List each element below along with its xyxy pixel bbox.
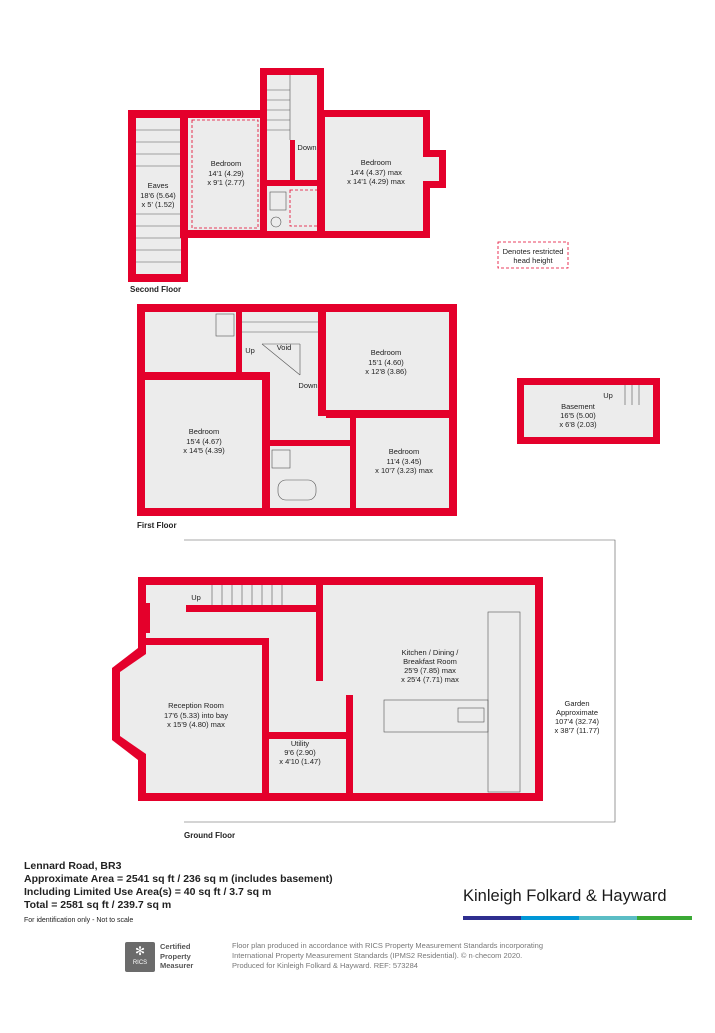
second-floor — [128, 68, 446, 294]
restricted-height-legend — [498, 242, 568, 268]
kitchen-label2: Breakfast Room — [403, 657, 457, 666]
ground-floor — [112, 540, 615, 840]
first-bedroom-b-label: Bedroom — [188, 427, 220, 436]
basement — [517, 378, 660, 444]
first-bedroom-b-dims: 15'4 (4.67) — [186, 437, 222, 446]
first-floor — [137, 304, 457, 530]
identification-note: For identification only - Not to scale — [24, 917, 134, 924]
eaves-label: Eaves — [147, 181, 169, 190]
first-up-label: Up — [245, 346, 255, 355]
first-bedroom-a-dims2: x 12'8 (3.86) — [365, 367, 407, 376]
ground-up-label: Up — [191, 593, 201, 602]
first-void-label: Void — [276, 343, 292, 352]
basement-dims2: x 6'8 (2.03) — [559, 420, 597, 429]
total-area: Total = 2581 sq ft / 239.7 sq m — [24, 899, 172, 911]
garden-dims: 107'4 (32.74) — [555, 717, 599, 726]
brand-bar-1 — [463, 916, 521, 920]
kitchen-label: Kitchen / Dining / — [401, 648, 459, 657]
second-bedroom1-label: Bedroom — [210, 159, 242, 168]
disclaimer: Floor plan produced in accordance with RICS Property Measurement Standards incorporating International Property Measurement Standards (IPMS2 Residential). © n·checom 2020. Produced for Kinleigh Folkard & Hayward. REF: 573284 — [232, 941, 543, 970]
kitchen-dims: 25'9 (7.85) max — [404, 666, 456, 675]
legend-line1: Denotes restricted — [502, 247, 564, 256]
basement-label: Basement — [561, 402, 595, 411]
garden-label: Garden — [564, 699, 590, 708]
ground-floor-title: Ground Floor — [184, 831, 236, 840]
brand-bar-2 — [521, 916, 579, 920]
rics-badge — [125, 942, 223, 972]
utility-dims: 9'6 (2.90) — [284, 748, 316, 757]
first-bedroom-c-dims2: x 10'7 (3.23) max — [375, 466, 433, 475]
rics-logo-icon: ✻ RICS — [125, 942, 155, 972]
first-floor-title: First Floor — [137, 521, 177, 530]
eaves-dims: 18'6 (5.64) — [140, 191, 176, 200]
reception-dims: 17'6 (5.33) into bay — [164, 711, 228, 720]
first-bedroom-b-dims2: x 14'5 (4.39) — [183, 446, 225, 455]
second-down-label: Down — [297, 143, 317, 152]
rics-certified-text: Certified Property Measurer — [160, 942, 194, 970]
basement-dims: 16'5 (5.00) — [560, 411, 596, 420]
second-floor-title: Second Floor — [130, 285, 182, 294]
second-bedroom1-dims2: x 9'1 (2.77) — [207, 178, 245, 187]
first-bedroom-c-dims: 11'4 (3.45) — [386, 457, 422, 466]
second-bedroom2-dims2: x 14'1 (4.29) max — [347, 177, 405, 186]
first-down-label: Down — [298, 381, 318, 390]
kitchen-dims2: x 25'4 (7.71) max — [401, 675, 459, 684]
second-bedroom1-dims: 14'1 (4.29) — [208, 169, 244, 178]
garden-label2: Approximate — [555, 708, 599, 717]
utility-label: Utility — [290, 739, 310, 748]
agent-logo: Kinleigh Folkard & Hayward — [463, 887, 667, 905]
first-bedroom-c-label: Bedroom — [388, 447, 420, 456]
reception-label: Reception Room — [168, 701, 224, 710]
garden-dims2: x 38'7 (11.77) — [554, 726, 600, 735]
approximate-area: Approximate Area = 2541 sq ft / 236 sq m (includes basement) — [24, 873, 333, 885]
basement-up-label: Up — [603, 391, 613, 400]
legend-line2: head height — [513, 256, 553, 265]
first-bedroom-a-dims: 15'1 (4.60) — [368, 358, 404, 367]
reception-dims2: x 15'9 (4.80) max — [167, 720, 225, 729]
property-info — [24, 860, 333, 927]
eaves-dims2: x 5' (1.52) — [141, 200, 175, 209]
first-bedroom-a-label: Bedroom — [370, 348, 402, 357]
second-bedroom2-dims: 14'4 (4.37) max — [350, 168, 402, 177]
address: Lennard Road, BR3 — [24, 860, 122, 872]
limited-use-area: Including Limited Use Area(s) = 40 sq ft / 3.7 sq m — [24, 886, 272, 898]
brand-bar-3 — [579, 916, 637, 920]
utility-dims2: x 4'10 (1.47) — [279, 757, 321, 766]
brand-bar-4 — [637, 916, 692, 920]
second-bedroom2-label: Bedroom — [360, 158, 392, 167]
